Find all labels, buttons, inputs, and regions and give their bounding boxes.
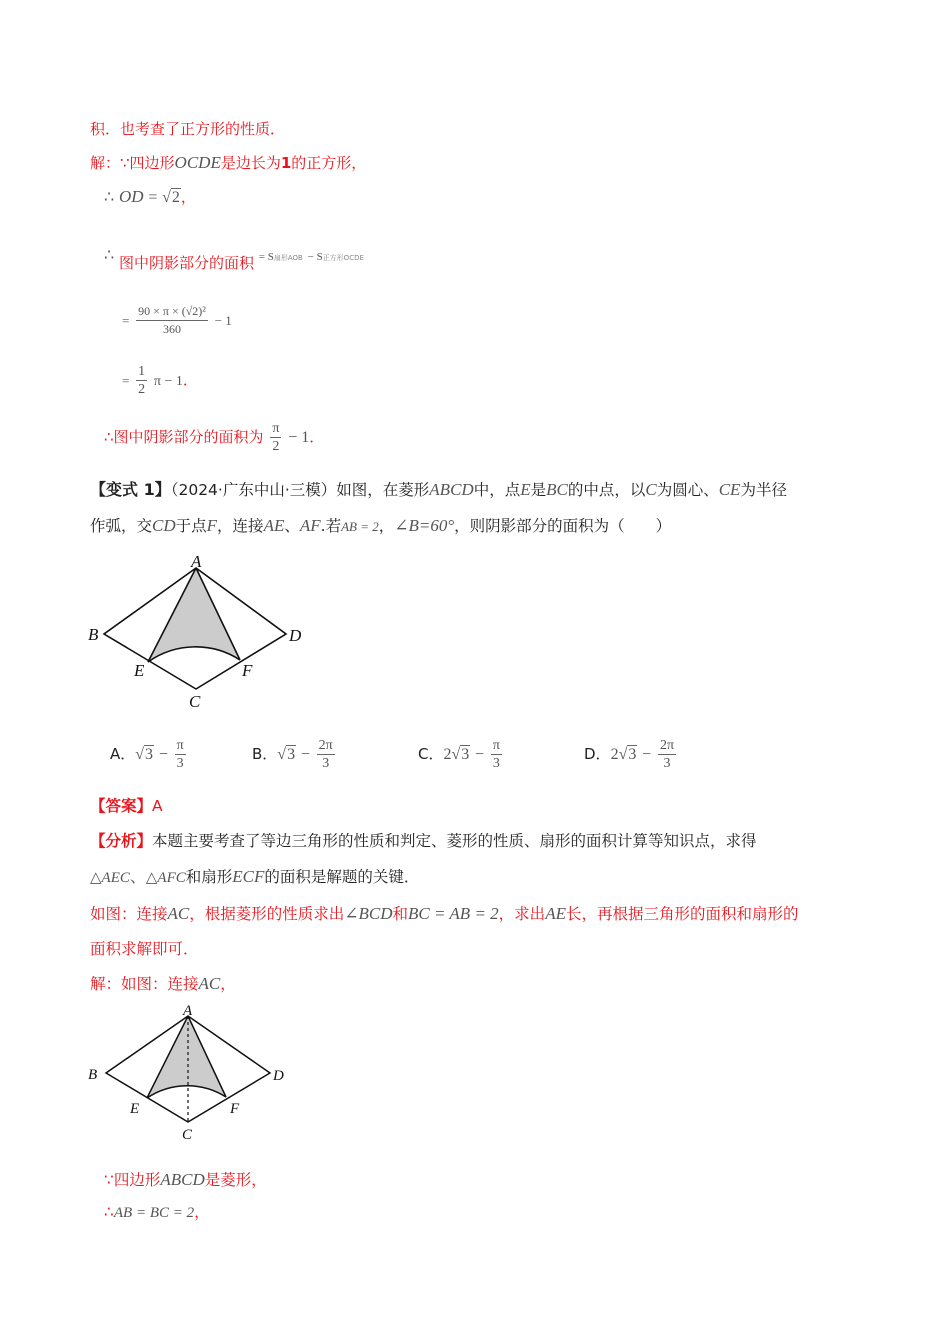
numerator: π: [272, 421, 280, 436]
denominator: 3: [176, 756, 184, 771]
math-bcd: ∠BCD: [344, 904, 393, 923]
math-ce: CE: [718, 480, 741, 499]
option-sqrt: √3: [618, 746, 637, 763]
therefore: ∴: [104, 247, 115, 264]
therefore: ∴: [104, 189, 115, 206]
option-label: B．: [252, 745, 278, 763]
math-tri-afc: △AFC: [145, 870, 186, 886]
analysis-line-4: 面积求解即可．: [90, 940, 199, 958]
answer-label: 【答案】: [90, 797, 153, 815]
text: ，: [194, 1203, 210, 1221]
option-minus: −: [475, 746, 485, 763]
option-d[interactable]: [584, 737, 678, 772]
option-c[interactable]: [418, 737, 504, 772]
intro-line-1: 积．也考查了正方形的性质．: [90, 120, 286, 138]
math-s: = S: [258, 251, 274, 263]
analysis-line-1: [90, 829, 757, 851]
denominator: 3: [663, 756, 671, 771]
solution-line-2: [104, 1168, 267, 1190]
label-a: A: [191, 552, 202, 571]
problem-source: （2024·广东中山·三模）: [170, 481, 337, 499]
problem-line-1: [90, 477, 787, 500]
fraction: [136, 303, 208, 338]
option-lead: 2: [610, 746, 619, 763]
rhombus-figure-2: [84, 1002, 304, 1147]
math-s2: − S: [307, 251, 323, 263]
option-minus: −: [158, 746, 168, 763]
option-a[interactable]: [110, 737, 188, 772]
analysis-line-3: [90, 902, 798, 924]
radicand: 3: [145, 746, 154, 763]
math-cd: CD: [152, 516, 176, 535]
numerator: π: [492, 738, 500, 753]
text: 的中点，以: [567, 481, 646, 499]
intro-line-od: [104, 186, 196, 207]
text: 和扇形: [185, 868, 233, 886]
math-ocde: OCDE: [174, 153, 221, 172]
option-label: A．: [110, 745, 136, 763]
period: ．: [182, 371, 198, 389]
subscript: 扇形AOB: [273, 254, 303, 262]
math-ae: AE: [263, 516, 285, 535]
math-e: E: [520, 480, 531, 499]
solution-line-3: [104, 1200, 210, 1222]
denominator: 2: [272, 439, 280, 454]
text: ∴: [104, 1203, 114, 1221]
text: ，根据菱形的性质求出: [189, 905, 345, 923]
text: 如图，在菱形: [336, 481, 430, 499]
label-d: D: [273, 1068, 284, 1084]
text: 是菱形，: [204, 1171, 267, 1189]
problem-tag: 【变式 1】: [90, 480, 171, 499]
text: ，: [378, 517, 395, 535]
text: 为圆心、: [656, 481, 719, 499]
math-bc: BC: [546, 480, 568, 499]
numerator: 2π: [318, 738, 333, 753]
option-minus: −: [300, 746, 310, 763]
math-ae: AE: [545, 904, 566, 923]
text: .若: [320, 517, 342, 535]
text: 的面积是解题的关键．: [264, 868, 420, 886]
solution-line-1: [90, 972, 236, 994]
intro-final: [104, 420, 324, 455]
denominator: 2: [138, 382, 146, 397]
minus-one: − 1: [288, 429, 310, 446]
fraction: [136, 363, 147, 398]
label-f: F: [230, 1101, 240, 1117]
radicand: 3: [461, 746, 470, 763]
text: ∵四边形: [104, 1171, 161, 1189]
option-fraction: [491, 737, 502, 772]
option-sqrt: √3: [277, 746, 296, 763]
option-minus: −: [642, 746, 652, 763]
radicand: 2: [171, 189, 180, 206]
radicand: 3: [628, 746, 637, 763]
comma: ，: [180, 188, 196, 206]
math-angle: ∠B=60°: [394, 516, 455, 535]
label-d: D: [289, 626, 302, 645]
minus-one: − 1: [214, 313, 232, 328]
intro-line-shadow: [104, 244, 364, 272]
text: 中，点: [473, 481, 521, 499]
text: 作弧，交: [90, 517, 153, 535]
numerator: π: [176, 738, 184, 753]
option-label: D．: [584, 745, 611, 763]
radicand: 3: [287, 746, 296, 763]
text: 于点: [175, 517, 207, 535]
intro-step-1: [122, 303, 232, 338]
label-f: F: [242, 661, 253, 680]
equals: =: [148, 189, 158, 206]
label-e: E: [130, 1101, 140, 1117]
shaded-region: [148, 568, 240, 662]
analysis-line-2: [90, 864, 419, 887]
math-sqrt2: √2: [162, 189, 180, 206]
math-ac: AC: [198, 974, 221, 993]
intro-step-2: [122, 363, 198, 398]
text: 如图：连接: [90, 905, 168, 923]
label-c: C: [182, 1127, 193, 1143]
text: 本题主要考查了等边三角形的性质和判定、菱形的性质、扇形的面积计算等知识点，求得: [152, 832, 757, 850]
denominator: 3: [492, 756, 500, 771]
math-af: AF: [299, 516, 321, 535]
text: 、: [284, 517, 300, 535]
equals: =: [122, 373, 130, 388]
label-e: E: [134, 661, 145, 680]
math-ac: AC: [167, 904, 190, 923]
text: 是边长为: [220, 154, 281, 172]
math-f: F: [206, 516, 218, 535]
text: ，连接: [217, 517, 264, 535]
equals: =: [122, 313, 130, 328]
problem-line-2: [90, 514, 671, 536]
denominator: 3: [322, 756, 330, 771]
math-ab2: AB = 2: [341, 519, 379, 534]
math-tri-aec: △AEC: [90, 870, 130, 886]
text: ，: [220, 975, 236, 993]
period: ．: [309, 428, 325, 446]
option-fraction: [175, 737, 186, 772]
option-sqrt: √3: [451, 746, 470, 763]
text: 解：如图：连接: [90, 975, 199, 993]
text: 长，再根据三角形的面积和扇形的: [565, 905, 799, 923]
text: 1: [280, 154, 292, 172]
answer-line: [90, 794, 163, 816]
sep: 、: [129, 869, 146, 886]
label-b: B: [88, 625, 99, 644]
math-c: C: [645, 480, 657, 499]
text: ，则阴影部分的面积为（ ）: [454, 517, 672, 535]
final-text: ∴图中阴影部分的面积为: [104, 428, 264, 446]
math-abcd: ABCD: [429, 480, 474, 499]
math-bcab: BC = AB = 2: [408, 904, 499, 923]
label-c: C: [189, 692, 201, 711]
denominator: 360: [163, 322, 182, 336]
math-od: OD: [118, 187, 144, 206]
label-b: B: [88, 1067, 98, 1083]
numerator: 2π: [659, 738, 675, 753]
answer-value: A: [152, 797, 163, 815]
text: 是: [530, 481, 547, 499]
text: 的正方形，: [291, 154, 367, 172]
numerator: 90 × π × (√2)²: [136, 303, 208, 321]
math-ab-bc: AB = BC = 2: [113, 1205, 195, 1221]
pi-minus-one: π − 1: [153, 374, 183, 389]
numerator: 1: [138, 364, 146, 379]
option-lead: 2: [443, 746, 452, 763]
text: 为半径: [740, 481, 787, 499]
math-ecf: ECF: [232, 867, 265, 886]
math-abcd: ABCD: [160, 1170, 205, 1189]
option-fraction: [317, 737, 335, 772]
label-a: A: [183, 1003, 193, 1019]
subscript: 正方形OCDE: [322, 254, 364, 262]
text: 和: [392, 905, 409, 923]
text: ，求出: [498, 905, 546, 923]
option-fraction: [658, 737, 676, 772]
option-b[interactable]: [252, 737, 337, 772]
fraction: [270, 420, 281, 455]
option-label: C．: [418, 745, 444, 763]
intro-line-2: [90, 152, 366, 173]
option-sqrt: √3: [135, 746, 154, 763]
analysis-label: 【分析】: [90, 832, 153, 850]
rhombus-figure-1: [84, 552, 324, 712]
shadow-label: 图中阴影部分的面积: [118, 254, 254, 272]
text: 解：∵四边形: [90, 154, 175, 172]
